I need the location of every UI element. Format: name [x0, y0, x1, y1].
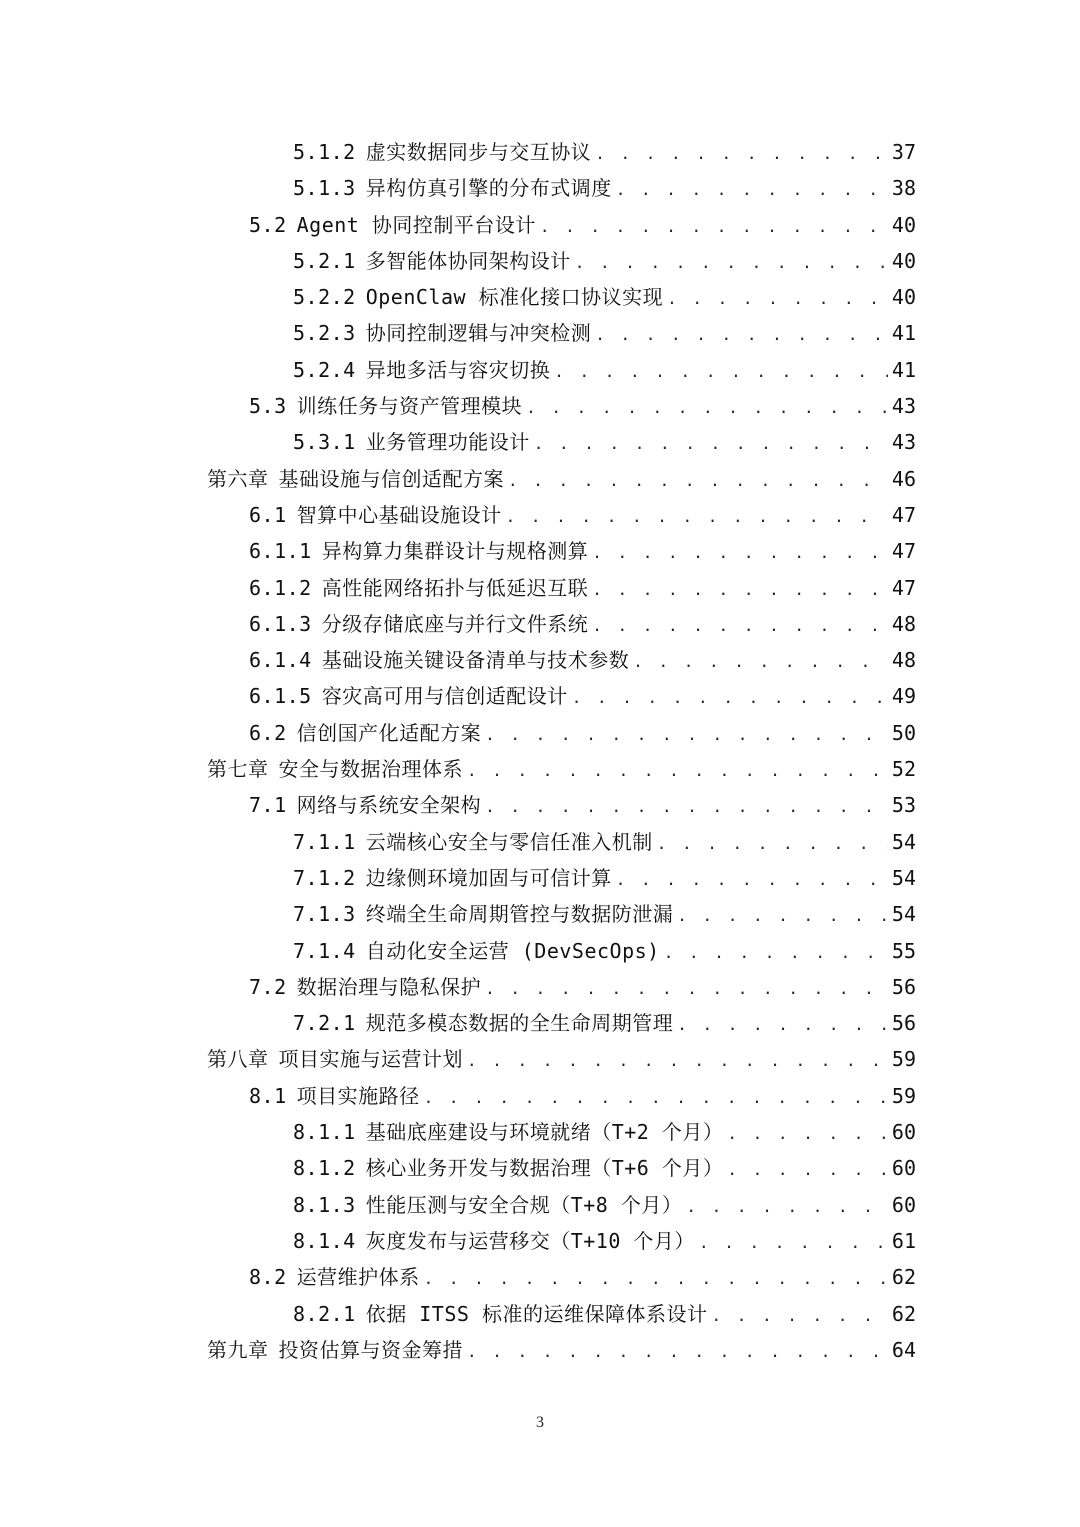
toc-entry[interactable]: [0, 497, 1080, 533]
toc-dot-leader: [572, 680, 888, 716]
toc-entry-title: 异构仿真引擎的分布式调度: [365, 176, 612, 201]
toc-entry[interactable]: [0, 570, 1080, 606]
toc-entry[interactable]: [0, 1332, 1080, 1368]
toc-entry-title: 运营维护体系: [296, 1265, 420, 1290]
toc-entry[interactable]: [0, 969, 1080, 1005]
toc-entry-page: 37: [891, 140, 916, 164]
toc-entry-number: 7.1.2: [293, 865, 356, 890]
toc-dot-leader: [467, 753, 888, 789]
toc-dot-leader: [485, 717, 888, 753]
toc-dot-leader: [592, 535, 888, 571]
toc-entry-title: 协同控制逻辑与冲突检测: [365, 321, 592, 346]
toc-entry[interactable]: [0, 824, 1080, 860]
toc-entry-number: 第六章: [207, 466, 269, 491]
toc-dot-leader: [677, 898, 888, 934]
toc-entry-title: 虚实数据同步与交互协议: [365, 140, 592, 164]
toc-entry-page: 50: [891, 720, 916, 745]
toc-entry[interactable]: [0, 533, 1080, 569]
toc-entry[interactable]: [0, 642, 1080, 678]
toc-entry-title: 基础底座建设与环境就绪（T+2 个月）: [365, 1120, 724, 1145]
toc-entry-page: 46: [891, 466, 916, 491]
toc-entry-page: 38: [891, 176, 916, 201]
toc-entry[interactable]: [0, 243, 1080, 279]
toc-entry[interactable]: [0, 1187, 1080, 1223]
toc-entry-page: 54: [891, 902, 916, 927]
toc-entry-page: 59: [891, 1047, 916, 1072]
toc-dot-leader: [575, 245, 888, 281]
toc-entry-title: 智算中心基础设施设计: [296, 502, 502, 527]
toc-entry-title: 依据 ITSS 标准的运维保障体系设计: [365, 1301, 708, 1326]
toc-entry[interactable]: [0, 1078, 1080, 1114]
toc-dot-leader: [595, 317, 888, 353]
toc-dot-leader: [485, 971, 888, 1007]
toc-dot-leader: [616, 862, 888, 898]
toc-entry[interactable]: [0, 134, 1080, 170]
toc-entry-title: 边缘侧环境加固与可信计算: [365, 865, 612, 890]
toc-entry-title: 终端全生命周期管控与数据防泄漏: [365, 902, 674, 927]
toc-entry-page: 61: [891, 1228, 916, 1253]
toc-entry[interactable]: [0, 1005, 1080, 1041]
toc-entry-number: 8.1.3: [293, 1192, 356, 1217]
toc-entry-number: 5.3: [249, 394, 287, 419]
toc-entry-page: 40: [891, 212, 916, 237]
toc-entry-page: 47: [891, 502, 916, 527]
toc-entry-number: 第八章: [207, 1047, 269, 1072]
toc-dot-leader: [424, 1080, 888, 1116]
toc-entry-number: 7.2: [249, 974, 287, 999]
toc-dot-leader: [664, 935, 888, 971]
toc-entry-page: 40: [891, 248, 916, 273]
toc-entry-number: 7.1.3: [293, 902, 356, 927]
toc-entry-number: 7.1: [249, 793, 287, 818]
toc-entry-page: 53: [891, 793, 916, 818]
toc-entry[interactable]: [0, 352, 1080, 388]
toc-entry[interactable]: [0, 1296, 1080, 1332]
toc-entry-title: 安全与数据治理体系: [278, 757, 463, 782]
toc-entry-title: Agent 协同控制平台设计: [296, 212, 536, 237]
toc-dot-leader: [727, 1116, 888, 1152]
toc-dot-leader: [592, 572, 888, 608]
toc-entry-number: 8.1.4: [293, 1228, 356, 1253]
toc-dot-leader: [657, 826, 888, 862]
toc-entry-page: 48: [891, 648, 916, 673]
toc-entry-number: 7.1.1: [293, 829, 356, 854]
toc-entry[interactable]: [0, 388, 1080, 424]
toc-entry-title: 训练任务与资产管理模块: [296, 394, 523, 419]
toc-dot-leader: [540, 209, 888, 245]
toc-entry-number: 6.1.2: [249, 575, 312, 600]
toc-entry[interactable]: [0, 1041, 1080, 1077]
toc-entry[interactable]: [0, 315, 1080, 351]
toc-entry-number: 5.2.3: [293, 321, 356, 346]
toc-entry[interactable]: [0, 860, 1080, 896]
toc-entry-number: 5.2.4: [293, 357, 356, 382]
toc-entry[interactable]: [0, 424, 1080, 460]
toc-dot-leader: [554, 354, 888, 390]
toc-entry-title: 分级存储底座与并行文件系统: [321, 611, 589, 636]
toc-dot-leader: [633, 644, 888, 680]
toc-entry-title: OpenClaw 标准化接口协议实现: [365, 285, 664, 310]
toc-entry-page: 54: [891, 829, 916, 854]
toc-entry-title: 信创国产化适配方案: [296, 720, 482, 745]
toc-entry-number: 8.2.1: [293, 1301, 356, 1326]
toc-dot-leader: [508, 463, 888, 499]
toc-entry-number: 6.2: [249, 720, 287, 745]
toc-entry-number: 5.3.1: [293, 430, 356, 455]
toc-entry-number: 6.1: [249, 502, 287, 527]
toc-entry[interactable]: [0, 933, 1080, 969]
toc-entry-page: 47: [891, 575, 916, 600]
toc-entry-page: 55: [891, 938, 916, 963]
toc-entry-number: 6.1.5: [249, 684, 312, 709]
toc-entry-number: 8.1.1: [293, 1120, 356, 1145]
toc-entry-number: 5.2.1: [293, 248, 356, 273]
toc-entry-page: 62: [891, 1301, 916, 1326]
toc-entry-title: 云端核心安全与零信任准入机制: [365, 829, 653, 854]
toc-entry-number: 6.1.3: [249, 611, 312, 636]
toc-entry-number: 第九章: [207, 1337, 269, 1362]
toc-entry-title: 规范多模态数据的全生命周期管理: [365, 1011, 674, 1036]
toc-dot-leader: [467, 1043, 888, 1079]
toc-entry-number: 5.2: [249, 212, 287, 237]
toc-entry-title: 基础设施关键设备清单与技术参数: [321, 648, 630, 673]
toc-dot-leader: [595, 136, 888, 172]
toc-entry-number: 8.1: [249, 1083, 287, 1108]
toc-entry-page: 41: [891, 357, 916, 382]
toc-entry-page: 52: [891, 757, 916, 782]
toc-entry-title: 多智能体协同架构设计: [365, 248, 571, 273]
toc-entry-title: 核心业务开发与数据治理（T+6 个月）: [365, 1156, 724, 1181]
toc-dot-leader: [592, 608, 888, 644]
toc-entry-number: 5.2.2: [293, 285, 356, 310]
toc-entry[interactable]: [0, 715, 1080, 751]
toc-entry-page: 54: [891, 865, 916, 890]
toc-entry[interactable]: [0, 751, 1080, 787]
toc-entry-page: 49: [891, 684, 916, 709]
toc-entry-page: 48: [891, 611, 916, 636]
toc-entry-page: 56: [891, 974, 916, 999]
toc-dot-leader: [506, 499, 888, 535]
toc-entry-page: 59: [891, 1083, 916, 1108]
toc-entry-title: 自动化安全运营 (DevSecOps): [365, 938, 660, 963]
toc-entry-title: 高性能网络拓扑与低延迟互联: [321, 575, 589, 600]
toc-entry[interactable]: [0, 1150, 1080, 1186]
toc-dot-leader: [699, 1225, 888, 1261]
toc-entry-number: 6.1.4: [249, 648, 312, 673]
toc-entry-title: 网络与系统安全架构: [296, 793, 482, 818]
toc-entry-title: 容灾高可用与信创适配设计: [321, 684, 568, 709]
toc-dot-leader: [616, 172, 888, 208]
toc-dot-leader: [677, 1007, 888, 1043]
toc-entry-title: 异地多活与容灾切换: [365, 357, 551, 382]
toc-entry[interactable]: [0, 787, 1080, 823]
toc-dot-leader: [526, 390, 888, 426]
toc-entry-page: 43: [891, 430, 916, 455]
toc-entry-title: 灰度发布与运营移交（T+10 个月）: [365, 1228, 695, 1253]
toc-entry-title: 业务管理功能设计: [365, 430, 530, 455]
toc-entry-number: 5.1.2: [293, 140, 356, 164]
toc-entry[interactable]: [0, 678, 1080, 714]
toc-dot-leader: [727, 1152, 888, 1188]
toc-entry-title: 性能压测与安全合规（T+8 个月）: [365, 1192, 683, 1217]
toc-entry[interactable]: [0, 207, 1080, 243]
toc-dot-leader: [485, 789, 888, 825]
toc-entry[interactable]: [0, 606, 1080, 642]
toc-entry[interactable]: [0, 896, 1080, 932]
toc-entry-title: 项目实施路径: [296, 1083, 420, 1108]
table-of-contents: [0, 134, 1080, 1368]
toc-entry[interactable]: [0, 170, 1080, 206]
toc-entry-number: 第七章: [207, 757, 269, 782]
page-number: 3: [536, 1414, 544, 1431]
toc-entry[interactable]: [0, 279, 1080, 315]
toc-entry-page: 41: [891, 321, 916, 346]
toc-entry-number: 8.1.2: [293, 1156, 356, 1181]
toc-entry-number: 7.1.4: [293, 938, 356, 963]
toc-entry-number: 6.1.1: [249, 539, 312, 564]
toc-dot-leader: [467, 1334, 888, 1370]
toc-entry[interactable]: [0, 1259, 1080, 1295]
toc-dot-leader: [667, 281, 888, 317]
toc-entry-page: 47: [891, 539, 916, 564]
toc-entry-page: 56: [891, 1011, 916, 1036]
toc-dot-leader: [686, 1189, 888, 1225]
toc-entry-title: 投资估算与资金筹措: [278, 1337, 463, 1362]
toc-dot-leader: [534, 426, 888, 462]
toc-entry-page: 40: [891, 285, 916, 310]
toc-entry-number: 7.2.1: [293, 1011, 356, 1036]
toc-entry-title: 基础设施与信创适配方案: [278, 466, 504, 491]
toc-entry-title: 异构算力集群设计与规格测算: [321, 539, 589, 564]
toc-entry-page: 60: [891, 1192, 916, 1217]
toc-entry[interactable]: [0, 1223, 1080, 1259]
toc-entry-page: 43: [891, 394, 916, 419]
toc-dot-leader: [424, 1261, 888, 1297]
toc-entry-number: 8.2: [249, 1265, 287, 1290]
toc-entry-number: 5.1.3: [293, 176, 356, 201]
toc-entry-title: 数据治理与隐私保护: [296, 974, 482, 999]
toc-entry[interactable]: [0, 461, 1080, 497]
toc-entry-page: 64: [891, 1337, 916, 1362]
toc-entry-page: 60: [891, 1120, 916, 1145]
toc-entry-page: 62: [891, 1265, 916, 1290]
toc-entry-title: 项目实施与运营计划: [278, 1047, 463, 1072]
toc-dot-leader: [711, 1298, 887, 1334]
toc-entry[interactable]: [0, 1114, 1080, 1150]
toc-entry-page: 60: [891, 1156, 916, 1181]
